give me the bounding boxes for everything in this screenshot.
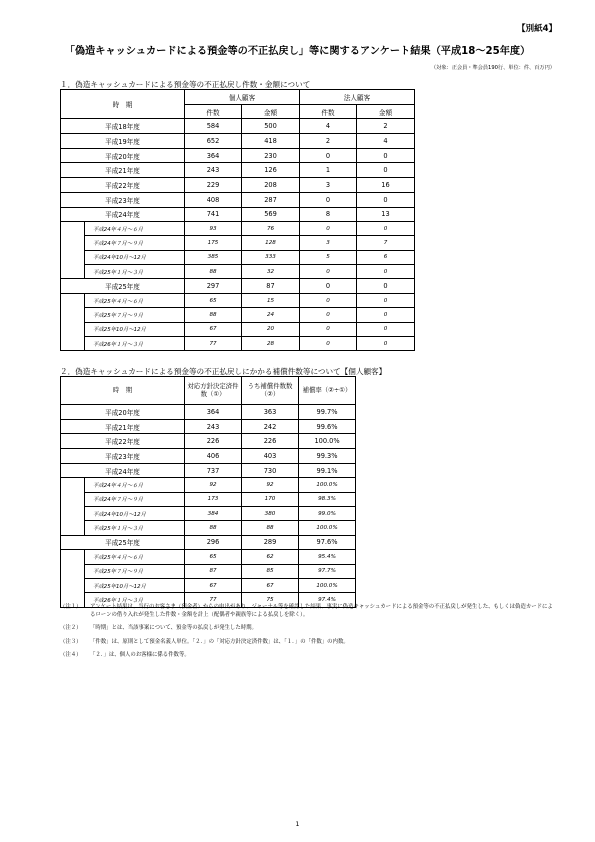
table-row [61,163,415,178]
indent-cell [61,564,85,578]
table-subrow [61,322,415,336]
column-header-period: 時 期 [61,90,185,119]
notes-section [60,604,554,666]
compensated-count-cell: 363 [242,405,299,420]
corporate-count-cell: 4 [300,119,357,134]
individual-count-cell: 65 [185,294,242,308]
compensated-count-cell: 289 [242,535,299,550]
compensation-rate-cell: 99.7% [299,405,356,420]
compensation-rate-cell: 100.0% [299,434,356,449]
corporate-amount-cell: 0 [357,192,415,207]
compensation-table [60,376,356,608]
decided-count-cell: 77 [185,593,242,607]
corporate-amount-cell: 0 [357,265,415,279]
compensated-count-cell: 75 [242,593,299,607]
table-header-row [61,377,356,405]
compensated-count-cell: 85 [242,564,299,578]
individual-count-cell: 385 [185,250,242,264]
section1-heading: １．偽造キャッシュカードによる預金等の不正払戻し件数・金額について [60,80,311,89]
column-header-corporate-count: 件数 [300,104,357,119]
table-row [61,463,356,478]
table-subrow [61,308,415,322]
table-subrow [61,222,415,236]
table-subrow [61,478,356,492]
compensation-rate-cell: 99.6% [299,419,356,434]
period-cell: 平成25年度 [61,535,185,550]
individual-amount-cell: 287 [242,192,300,207]
compensation-rate-cell: 97.7% [299,564,356,578]
table-subrow [61,492,356,506]
period-cell: 平成24年７月～９月 [85,492,185,506]
column-header-period: 時 期 [61,377,185,405]
compensated-count-cell: 88 [242,521,299,535]
period-cell: 平成24年度 [61,463,185,478]
period-cell: 平成21年度 [61,419,185,434]
compensated-count-cell: 242 [242,419,299,434]
column-header-decided: 対応方針決定済件数（①） [185,377,242,405]
compensated-count-cell: 403 [242,449,299,464]
indent-cell [61,322,85,336]
period-cell: 平成25年１月～３月 [85,521,185,535]
table-row [61,192,415,207]
period-cell: 平成26年１月～３月 [85,593,185,607]
table-row [61,279,415,294]
individual-count-cell: 297 [185,279,242,294]
table-row [61,535,356,550]
individual-count-cell: 77 [185,336,242,350]
individual-count-cell: 243 [185,163,242,178]
compensation-rate-cell: 99.1% [299,463,356,478]
corporate-amount-cell: 4 [357,134,415,149]
compensation-rate-cell: 95.4% [299,550,356,564]
decided-count-cell: 226 [185,434,242,449]
period-cell: 平成24年度 [61,207,185,222]
decided-count-cell: 88 [185,521,242,535]
corporate-amount-cell: 13 [357,207,415,222]
table-row [61,134,415,149]
decided-count-cell: 384 [185,507,242,521]
note-item: （注１） アンケート結果は、当行のお客さま（預金者）からの申出があり、ジャーナル等を確認した結果、事実に偽造キャッシュカードによる預金等の不正払戻しが発生した、もしくは偽造カードによるローンの借り入れが発生した件数・金額を計上（配偶者や親族等による払戻しを除く）。 [60,604,553,618]
individual-count-cell: 652 [185,134,242,149]
period-cell: 平成23年度 [61,192,185,207]
decided-count-cell: 296 [185,535,242,550]
corporate-amount-cell: 0 [357,148,415,163]
decided-count-cell: 67 [185,578,242,592]
table-row [61,148,415,163]
individual-amount-cell: 418 [242,134,300,149]
individual-amount-cell: 76 [242,222,300,236]
corporate-count-cell: 0 [300,192,357,207]
individual-count-cell: 175 [185,236,242,250]
corporate-amount-cell: 2 [357,119,415,134]
individual-amount-cell: 24 [242,308,300,322]
indent-cell [61,250,85,264]
table-subrow [61,265,415,279]
corporate-amount-cell: 16 [357,178,415,193]
corporate-count-cell: 8 [300,207,357,222]
table-row [61,419,356,434]
period-cell: 平成25年10月～12月 [85,322,185,336]
corporate-count-cell: 5 [300,250,357,264]
compensation-rate-cell: 100.0% [299,578,356,592]
period-cell: 平成25年７月～９月 [85,564,185,578]
period-cell: 平成24年10月～12月 [85,250,185,264]
period-cell: 平成23年度 [61,449,185,464]
table-row [61,449,356,464]
corporate-amount-cell: 6 [357,250,415,264]
indent-cell [61,578,85,592]
corporate-count-cell: 0 [300,294,357,308]
indent-cell [61,507,85,521]
individual-amount-cell: 569 [242,207,300,222]
corporate-count-cell: 0 [300,308,357,322]
compensated-count-cell: 730 [242,463,299,478]
period-cell: 平成25年１月～３月 [85,265,185,279]
individual-amount-cell: 126 [242,163,300,178]
corporate-count-cell: 2 [300,134,357,149]
compensation-rate-cell: 99.0% [299,507,356,521]
attachment-tag: 【別紙4】 [517,24,557,34]
corporate-amount-cell: 0 [357,294,415,308]
indent-cell [61,308,85,322]
period-cell: 平成24年10月～12月 [85,507,185,521]
column-header-rate: 補償率（②÷①） [299,377,356,405]
period-cell: 平成24年７月～９月 [85,236,185,250]
period-cell: 平成19年度 [61,134,185,149]
individual-amount-cell: 333 [242,250,300,264]
period-cell: 平成25年４月～６月 [85,294,185,308]
indent-cell [61,222,85,236]
corporate-count-cell: 3 [300,236,357,250]
table-subrow [61,507,356,521]
individual-count-cell: 67 [185,322,242,336]
note-item: （注４） 「２．」は、個人のお客様に係る件数等。 [60,652,190,659]
period-cell: 平成25年７月～９月 [85,308,185,322]
individual-count-cell: 88 [185,308,242,322]
corporate-count-cell: 0 [300,148,357,163]
note-item: （注３） 「件数」は、原則として預金名義人単位。「２．」の「対応方針決定済件数」は、「１．」の「件数」の内数。 [60,638,349,645]
corporate-count-cell: 0 [300,265,357,279]
compensated-count-cell: 62 [242,550,299,564]
table-subrow [61,294,415,308]
column-header-individual: 個人顧客 [185,90,300,105]
table-row [61,178,415,193]
table-row [61,119,415,134]
period-cell: 平成20年度 [61,148,185,163]
indent-cell [61,336,85,350]
individual-count-cell: 88 [185,265,242,279]
individual-amount-cell: 230 [242,148,300,163]
period-cell: 平成24年４月～６月 [85,222,185,236]
column-header-corporate: 法人顧客 [300,90,415,105]
table-subrow [61,521,356,535]
table-row [61,434,356,449]
compensation-rate-cell: 97.4% [299,593,356,607]
table-subrow [61,564,356,578]
table-subrow [61,550,356,564]
column-header-individual-amount: 金額 [242,104,300,119]
decided-count-cell: 737 [185,463,242,478]
page-number: 1 [295,820,300,828]
period-cell: 平成24年４月～６月 [85,478,185,492]
period-cell: 平成18年度 [61,119,185,134]
individual-amount-cell: 28 [242,336,300,350]
individual-amount-cell: 87 [242,279,300,294]
corporate-amount-cell: 7 [357,236,415,250]
decided-count-cell: 406 [185,449,242,464]
compensation-rate-cell: 99.3% [299,449,356,464]
page-title: 「偽造キャッシュカードによる預金等の不正払戻し」等に関するアンケート結果（平成18～25年度） [64,46,531,57]
decided-count-cell: 243 [185,419,242,434]
corporate-count-cell: 0 [300,279,357,294]
column-header-corporate-amount: 金額 [357,104,415,119]
corporate-amount-cell: 0 [357,163,415,178]
table-subrow [61,336,415,350]
corporate-count-cell: 3 [300,178,357,193]
period-cell: 平成25年10月～12月 [85,578,185,592]
indent-cell [61,294,85,308]
compensation-rate-cell: 100.0% [299,521,356,535]
compensated-count-cell: 226 [242,434,299,449]
fraud-count-table [60,89,415,351]
indent-cell [61,265,85,279]
period-cell: 平成20年度 [61,405,185,420]
individual-count-cell: 364 [185,148,242,163]
decided-count-cell: 173 [185,492,242,506]
compensated-count-cell: 380 [242,507,299,521]
indent-cell [61,550,85,564]
decided-count-cell: 364 [185,405,242,420]
corporate-amount-cell: 0 [357,279,415,294]
individual-amount-cell: 15 [242,294,300,308]
corporate-amount-cell: 0 [357,336,415,350]
period-cell: 平成22年度 [61,434,185,449]
table-subrow [61,578,356,592]
corporate-count-cell: 0 [300,336,357,350]
corporate-count-cell: 0 [300,322,357,336]
period-cell: 平成25年度 [61,279,185,294]
column-header-individual-count: 件数 [185,104,242,119]
indent-cell [61,236,85,250]
individual-count-cell: 93 [185,222,242,236]
corporate-amount-cell: 0 [357,222,415,236]
section2-heading: ２．偽造キャッシュカードによる預金等の不正払戻しにかかる補償件数等について【個人顧客】 [60,367,387,376]
survey-scope-note: （対象：正会員・準会員190行、単位：件、百万円） [430,65,555,71]
corporate-count-cell: 0 [300,222,357,236]
individual-amount-cell: 208 [242,178,300,193]
corporate-count-cell: 1 [300,163,357,178]
individual-count-cell: 741 [185,207,242,222]
individual-amount-cell: 128 [242,236,300,250]
compensated-count-cell: 170 [242,492,299,506]
individual-count-cell: 584 [185,119,242,134]
table-row [61,405,356,420]
individual-amount-cell: 20 [242,322,300,336]
individual-amount-cell: 500 [242,119,300,134]
compensated-count-cell: 92 [242,478,299,492]
table-subrow [61,236,415,250]
individual-count-cell: 408 [185,192,242,207]
corporate-amount-cell: 0 [357,308,415,322]
compensated-count-cell: 67 [242,578,299,592]
table-subrow [61,250,415,264]
indent-cell [61,521,85,535]
individual-count-cell: 229 [185,178,242,193]
table-header-row [61,90,415,105]
note-item: （注２） 「時期」とは、当該事案について、預金等の払戻しが発生した時期。 [60,625,257,632]
period-cell: 平成22年度 [61,178,185,193]
period-cell: 平成26年１月～３月 [85,336,185,350]
indent-cell [61,478,85,492]
corporate-amount-cell: 0 [357,322,415,336]
period-cell: 平成25年４月～６月 [85,550,185,564]
decided-count-cell: 65 [185,550,242,564]
decided-count-cell: 92 [185,478,242,492]
compensation-rate-cell: 100.0% [299,478,356,492]
individual-amount-cell: 32 [242,265,300,279]
compensation-rate-cell: 98.3% [299,492,356,506]
period-cell: 平成21年度 [61,163,185,178]
decided-count-cell: 87 [185,564,242,578]
column-header-compensated: うち補償件数数（②） [242,377,299,405]
table-row [61,207,415,222]
compensation-rate-cell: 97.6% [299,535,356,550]
indent-cell [61,492,85,506]
